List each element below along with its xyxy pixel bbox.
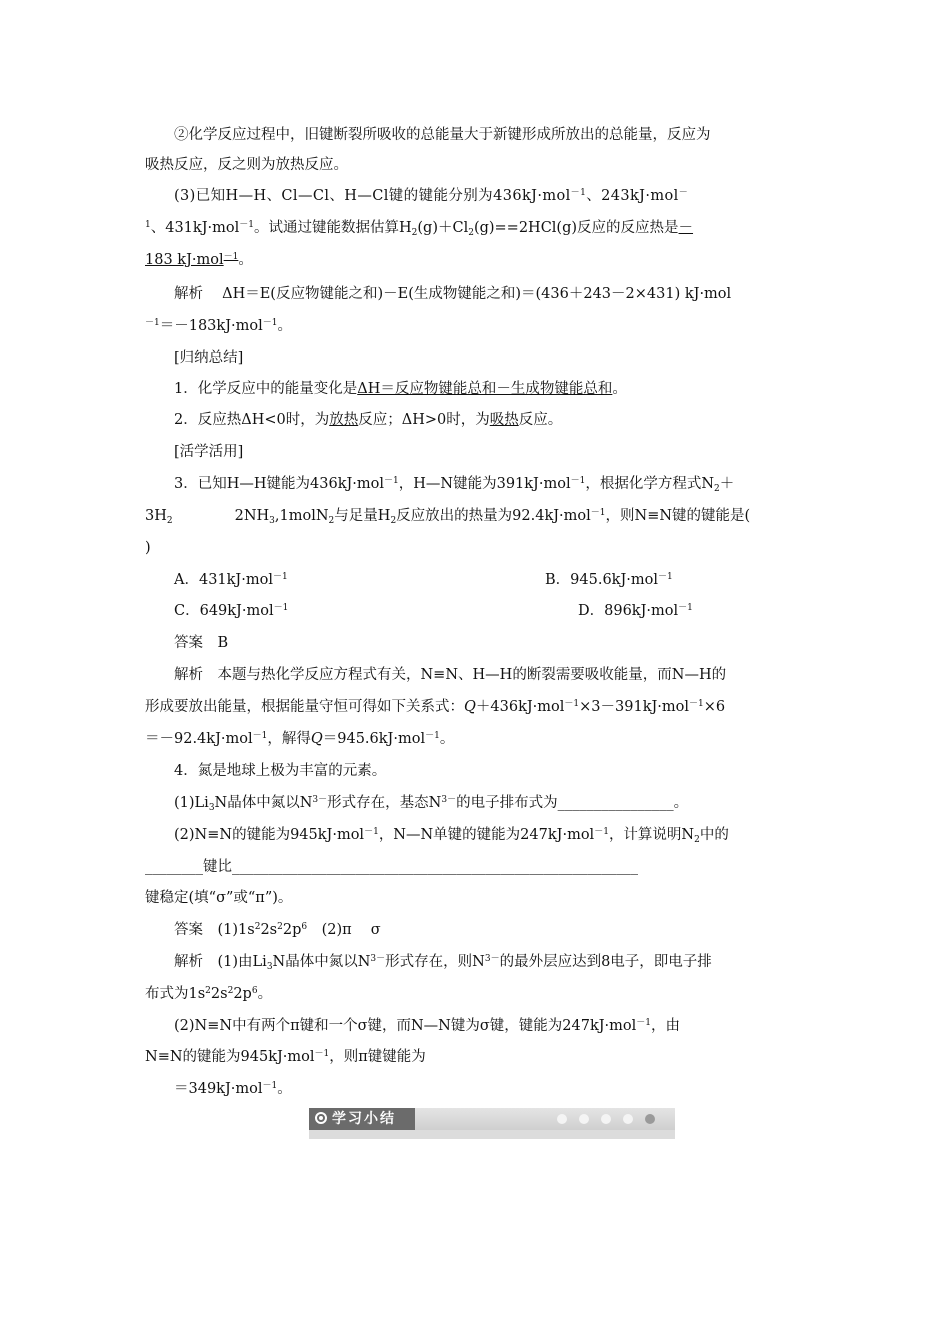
answer-line: 183 kJ·mol$^{-1}$。 [145, 252, 253, 268]
analysis-line: N≡N的键能为945kJ·mol$^{-1}$，则π键键能为 [145, 1049, 426, 1065]
summary-item: 1．化学反应中的能量变化是ΔH＝反应物键能总和－生成物键能总和。 [174, 381, 627, 397]
banner-underbar [309, 1130, 675, 1139]
banner-title: 学习小结 [309, 1108, 415, 1130]
option-c: C．649kJ·mol$^{-1}$ [174, 603, 289, 619]
analysis-line: ＝－92.4kJ·mol$^{-1}$，解得Q＝945.6kJ·mol$^{-1}$。 [145, 731, 455, 747]
analysis-line: $^{-1}$＝－183kJ·mol$^{-1}$。 [145, 318, 292, 334]
dot-icon [623, 1114, 633, 1124]
paragraph-line: 吸热反应，反之则为放热反应。 [145, 157, 348, 173]
question-line: $(1)Li_3N$晶体中氮以$N^{3-}$形式存在，基态$N^{3-}$的电子排布式为________________。 [174, 795, 689, 813]
question-line: $3H_2$ $2NH_3,1molN_2$与足量$H_2$反应放出的热量为92.4kJ·mol$^{-1}$，则N≡N键的键能是( [145, 508, 751, 526]
answer-line: 答案 B [174, 635, 229, 651]
analysis-line: 形成要放出能量，根据能量守恒可得如下关系式：Q＋436kJ·mol$^{-1}$×3－391kJ·mol$^{-1}$×6 [145, 699, 726, 715]
analysis-line: 布式为$1s^22s^22p^6$。 [145, 986, 273, 1002]
question-line: ) [145, 540, 151, 556]
section-heading: [活学活用] [174, 444, 244, 460]
question-line: 3．已知H—H键能为436kJ·mol$^{-1}$，H—N键能为391kJ·mol$^{-1}$，根据化学方程式$N_2+$ [174, 476, 735, 494]
analysis-line: 解析 (1)由$Li_3N$晶体中氮以$N^{3-}$形式存在，则$N^{3-}$的最外层应达到8电子，即电子排 [174, 954, 712, 972]
question-line: (3)已知H—H、Cl—Cl、H—Cl键的键能分别为436kJ·mol$^{-1}$、243kJ·mol－ [174, 188, 689, 204]
answer-line: 答案 $(1)1s^22s^22p^6$ (2)π σ [174, 922, 381, 938]
question-line: 键稳定(填“σ”或“π”)。 [145, 890, 293, 906]
question-line: $^1$、431kJ·mol$^{-1}$。试通过键能数据估算$H_2(g)+Cl_2(g)==2HCl(g)$反应的反应热是－ [145, 220, 694, 238]
dot-icon [601, 1114, 611, 1124]
summary-item: 2．反应热ΔH<0时，为放热反应；ΔH>0时，为吸热反应。 [174, 412, 563, 428]
dot-icon [557, 1114, 567, 1124]
section-heading: [归纳总结] [174, 350, 244, 366]
option-a: A．431kJ·mol$^{-1}$ [174, 572, 288, 588]
question-line: ________键比________________________________________________________ [145, 859, 638, 875]
banner-bar [415, 1108, 675, 1130]
target-icon [315, 1112, 327, 1124]
analysis-line: ＝349kJ·mol$^{-1}$。 [174, 1081, 292, 1097]
dot-icon [645, 1114, 655, 1124]
option-b: B．945.6kJ·mol$^{-1}$ [545, 572, 673, 588]
section-banner [309, 1108, 675, 1139]
dot-icon [579, 1114, 589, 1124]
option-d: D．896kJ·mol$^{-1}$ [578, 603, 693, 619]
analysis-line: (2)N≡N中有两个π键和一个σ键，而N—N键为σ键，键能为247kJ·mol$^{-1}$，由 [174, 1018, 680, 1034]
paragraph-line: ②化学反应过程中，旧键断裂所吸收的总能量大于新键形成所放出的总能量，反应为 [174, 127, 711, 143]
question-line: 4．氮是地球上极为丰富的元素。 [174, 763, 387, 779]
analysis-line: 解析 本题与热化学反应方程式有关，N≡N、H—H的断裂需要吸收能量，而N—H的 [174, 667, 727, 683]
analysis-line: 解析 ΔH＝E(反应物键能之和)－E(生成物键能之和)＝(436＋243－2×431) kJ·mol [174, 286, 732, 302]
question-line: (2)N≡N的键能为945kJ·mol$^{-1}$，N—N单键的键能为247kJ·mol$^{-1}$，计算说明$N_2$中的 [174, 827, 729, 845]
